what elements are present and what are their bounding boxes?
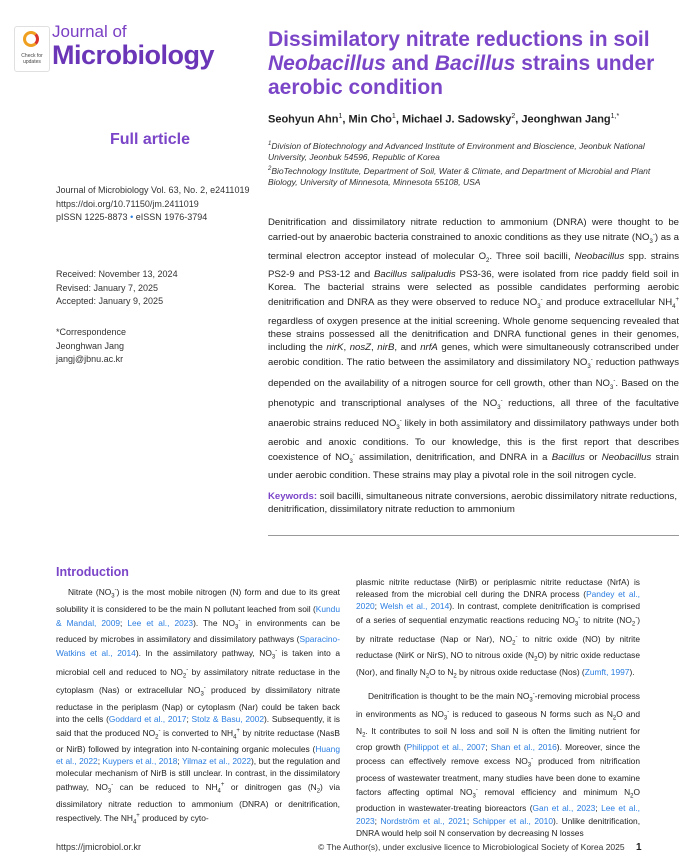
issn-line xyxy=(56,211,266,225)
author: Jeonghwan Jang xyxy=(521,113,611,126)
author-sup: 1,* xyxy=(610,113,620,120)
affiliation xyxy=(268,139,678,163)
body-column-right: plasmic nitrite reductase (NirB) or periplasmic nitrite reductase (NrfA) is released from the microbial cell during the DNRA process (Pandey et al., 2020; Welsh et al., 2014). In contrast, complete denitrification is comprised of a series of sequential enzymatic reactions reducing $NO_3^-$ to nitrite $(NO_2^-)$ by nitrate reductase (Nap or Nar), $NO_2^-$ to nitric oxide (NO) by nitrite reductase (NirK or NirS), NO to nitrous oxide $(N_2O)$ by nitric oxide reductase (Nor), and finally $N_2O$ to $N_2$ by nitrous oxide reductase (Nos) (Zumft, 1997). Denitrification is thought to be the main $NO_3^-$-removing microbial process in environments as $NO_3^-$ is reduced to gaseous N forms such as $N_2O$ and $N_2$. It contributes to soil N loss and soil N is often the limiting nutrient for crop growth (Philippot et al., 2007; Shan et al., 2016). Moreover, since the process can effectively remove excess $NO_3^-$ produced from nitrification process of wastewater treatment, many studies have been done to examine factors affecting optimal $NO_3^-$ removal efficiency and minimum $N_2O$ production in wastewater-treating bioreactors (Gan et al., 2023; Lee et al., 2023; Nordström et al., 2021; Schipper et al., 2010). Unlike denitrification, DNRA would help soil N conservation by decreasing N losses xyxy=(356,577,641,838)
affiliations xyxy=(268,139,678,189)
article-type-label: Full article xyxy=(110,131,191,148)
correspondence-email[interactable]: jangj@jbnu.ac.kr xyxy=(56,354,124,364)
author-sup: 1 xyxy=(391,113,396,120)
check-for-updates-badge[interactable] xyxy=(14,26,50,72)
journal-name-big: Microbiology xyxy=(52,40,214,70)
affiliation-sup: 1 xyxy=(268,141,272,147)
section-heading-introduction: Introduction xyxy=(56,565,129,579)
journal-logo xyxy=(14,22,214,82)
affiliation-sup: 2 xyxy=(268,165,272,172)
author-sup: 2 xyxy=(511,113,516,120)
accepted-date: Accepted: January 9, 2025 xyxy=(56,296,164,306)
article-title xyxy=(268,28,668,100)
check-for-updates-icon xyxy=(23,31,39,47)
affiliation-text: BioTechnology Institute, Department of Soil, Water & Climate, and Department of Microbial and Plant Biology, University of Minnesota, Minnesota 55108, USA xyxy=(268,165,651,187)
divider xyxy=(268,535,679,536)
journal-name-small: Journal of xyxy=(52,22,127,41)
page-number: 1 xyxy=(636,842,642,853)
author: Michael J. Sadowsky xyxy=(401,113,512,126)
author: Min Cho xyxy=(348,113,392,126)
pissn: pISSN 1225-8873 xyxy=(56,212,128,222)
title-line-1: Dissimilatory nitrate reductions in soil xyxy=(268,28,650,51)
title-line-2-end: strains under xyxy=(515,52,655,75)
correspondence xyxy=(56,326,266,367)
received-date: Received: November 13, 2024 xyxy=(56,269,178,279)
affiliation-text: Division of Biotechnology and Advanced Institute of Environment and Bioscience, Jeonbuk National University, Jeonbuk 54596, Republic of Korea xyxy=(268,140,645,162)
affiliation xyxy=(268,164,678,188)
article-dates xyxy=(56,268,266,309)
author: Seohyun Ahn xyxy=(268,113,339,126)
correspondence-name: Jeonghwan Jang xyxy=(56,340,125,351)
eissn: eISSN 1976-3794 xyxy=(135,212,208,222)
citation-info xyxy=(56,184,266,225)
citation-volume: Journal of Microbiology Vol. 63, No. 2, e2411019 xyxy=(56,185,250,195)
author-list: Seohyun Ahn$^1$, Min Cho$^1$, Michael J. Sadowsky$^2$, Jeonghwan Jang$^{1,*}$ xyxy=(268,113,620,126)
keywords-text: soil bacilli, simultaneous nitrate conversions, aerobic dissimilatory nitrate reductions, denitrification, dissimilatory nitrate reduction to ammonium xyxy=(268,491,677,516)
title-genus-2: Bacillus xyxy=(434,52,516,75)
bullet-icon: • xyxy=(130,212,134,222)
title-genus-1: Neobacillus xyxy=(268,52,386,75)
abstract: Denitrification and dissimilatory nitrate reduction to ammonium (DNRA) were thought to be carried-out by anaerobic bacteria constrained to anoxic conditions as they use nitrate $(NO_3^-)$ as a terminal electron acceptor instead of molecular $O_2$. Three soil bacilli, Neobacillus spp. strains PS2-9 and PS3-12 and Bacillus salipaludis PS3-36, were isolated from rice paddy field soil in Korea. The bacterial strains were selected as possible candidates performing aerobic denitrification and DNRA as they were observed to reduce $NO_3^-$ and produce extracellular $NH_4^+$ regardless of oxygen presence at the initial screening. Whole genome sequencing revealed that these strains possessed all the denitrification and DNRA functional genes in their genomes, including the nirK, nosZ, nirB, and nrfA genes, which were simultaneously cotranscribed under aerobic condition. The ratio between the assimilatory and dissimilatory $NO_3^-$ reduction pathways depended on the availability of a nitrogen source for cell growth, other than $NO_3^-$. Based on the phenotypic and transcriptional analyses of the $NO_3^-$ reductions, all three of the facultative anaerobic strains reduced $NO_3^-$ likely in both assimilatory and dissimilatory pathways under both aerobic and anoxic conditions. To our knowledge, this is the first report that describes coexistence of $NO_3^-$ assimilation, denitrification, and DNRA in a Bacillus or Neobacillus strain under aerobic condition. These strains may play a pivotal role in the soil nitrogen cycle. xyxy=(268,217,680,482)
keywords-label: Keywords: xyxy=(268,491,318,502)
revised-date: Revised: January 7, 2025 xyxy=(56,282,159,293)
footer-copyright: © The Author(s), under exclusive licence to Microbiological Society of Korea 2025 xyxy=(318,842,625,852)
correspondence-label: *Correspondence xyxy=(56,327,127,337)
keywords xyxy=(268,490,679,517)
title-and: and xyxy=(385,52,435,75)
title-line-3: aerobic condition xyxy=(268,76,444,99)
badge-text: Check for updates xyxy=(21,53,43,65)
footer-url[interactable]: https://jmicrobiol.or.kr xyxy=(56,842,142,852)
author-sup: 1 xyxy=(338,113,343,120)
doi-link[interactable]: https://doi.org/10.71150/jm.2411019 xyxy=(56,198,199,209)
body-column-left: Nitrate $(NO_3^-)$ is the most mobile nitrogen (N) form and due to its great solubility it is considered to be the main N pollutant leached from soil (Kundu & Mandal, 2009; Lee et al., 2023). The $NO_3^-$ in environments can be reduced by microbes in assimilatory and dissimilatory pathways (Sparacino-Watkins et al., 2014). In the assimilatory pathway, $NO_3^-$ is taken into a microbial cell and reduced to $NO_2^-$ by assimilatory nitrate reductase in the cytoplasm (Nas) or extracellular $NO_3^-$ produced by dissimilatory nitrate reductase in the periplasm (Nap) or cytoplasm (Nar) could be taken back into the cells (Goddard et al., 2017; Stolz & Basu, 2002). Subsequently, it is said that the produced $NO_2^-$ is converted to $NH_4^+$ by nitrite reductase (NasB or NirB) followed by integration into N-containing organic molecules (Huang et al., 2022; Kuypers et al., 2018; Yilmaz et al., 2022), but the regulation and molecular mechanism of NirB is still unclear. In contrast, in the dissimilatory pathway, $NO_3^-$ can be reduced to $NH_4^+$ or dinitrogen gas $(N_2)$ via dissimilatory nitrate reduction to ammonium (DNRA) or denitrification, respectively. The $NH_4^+$ produced by cyto- xyxy=(56,586,341,826)
